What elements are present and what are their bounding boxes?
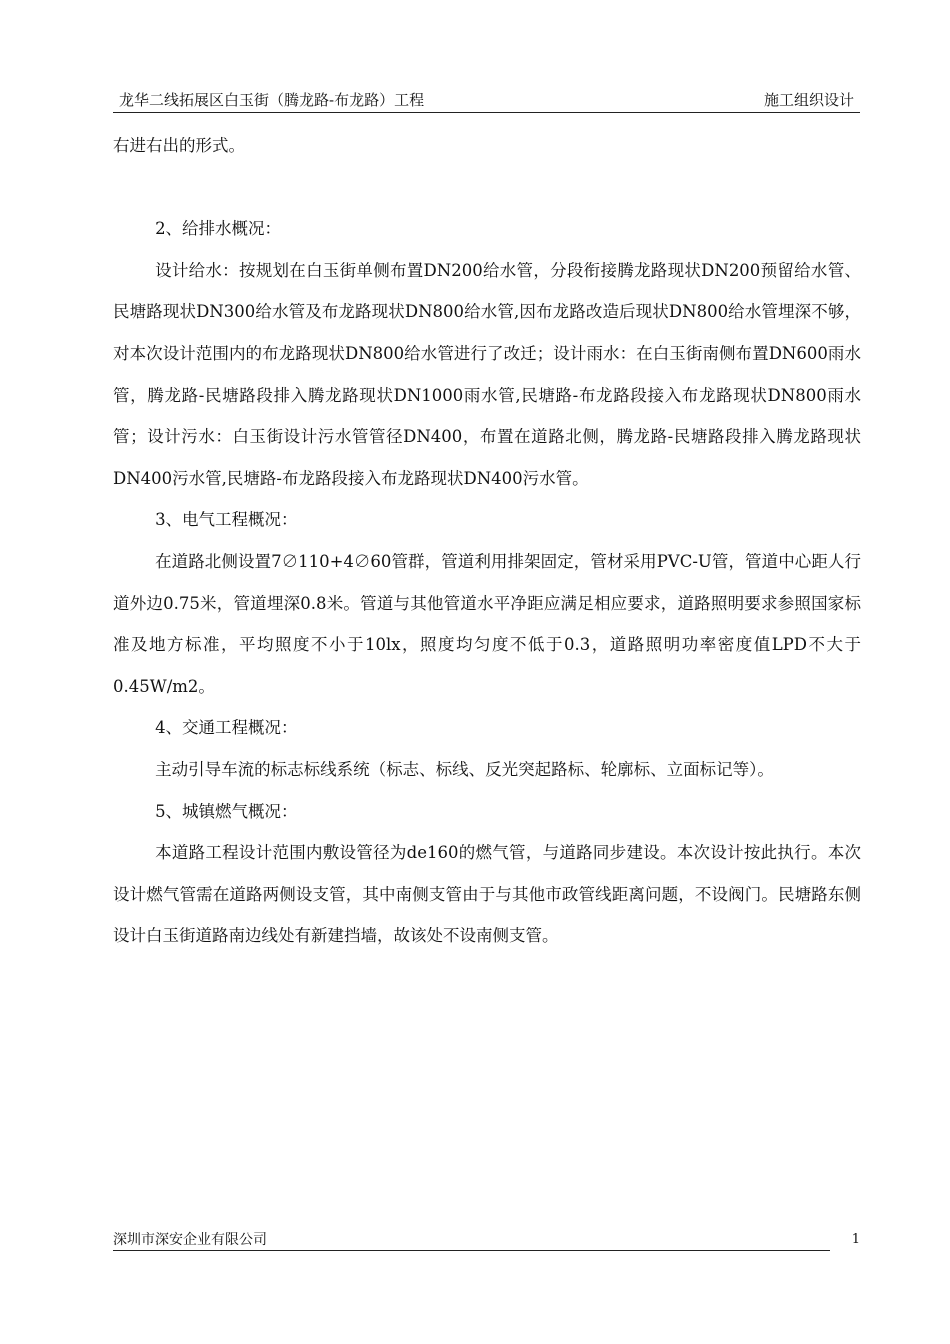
paragraph-continuation: 右进右出的形式。 [113, 136, 245, 155]
header-document-type: 施工组织设计 [763, 91, 854, 109]
section-heading-water-supply-drainage: 2、给排水概况： [155, 219, 282, 239]
section-heading-gas: 5、城镇燃气概况： [155, 801, 298, 821]
document-body [113, 125, 861, 957]
footer-page-number: 1 [851, 1232, 860, 1247]
paragraph-gas: 本道路工程设计范围内敷设管径为de160的燃气管，与道路同步建设。本次设计按此执行。本次设计燃气管需在道路两侧设支管，其中南侧支管由于与其他市政管线距离问题，不设阀门。民塘路东侧设计白玉街道路南边线处有新建挡墙，故该处不设南侧支管。 [113, 843, 861, 946]
footer-company-name: 深圳市深安企业有限公司 [113, 1231, 830, 1251]
section-heading-electrical: 3、电气工程概况： [155, 510, 298, 530]
paragraph-traffic: 主动引导车流的标志标线系统（标志、标线、反光突起路标、轮廓标、立面标记等）。 [155, 759, 774, 779]
section-heading-traffic: 4、交通工程概况： [155, 718, 298, 738]
page-footer [113, 1231, 860, 1252]
paragraph-spacer [113, 167, 861, 209]
header-project-title: 龙华二线拓展区白玉街（腾龙路-布龙路）工程 [119, 91, 425, 109]
paragraph-electrical: 在道路北侧设置7∅110+4∅60管群，管道利用排架固定，管材采用PVC-U管，管道中心距人行道外边0.75米，管道埋深0.8米。管道与其他管道水平净距应满足相应要求，道路照明要求参照国家标准及地方标准，平均照度不小于10lx，照度均匀度不低于0.3，道路照明功率密度值LPD不大于0.45W/m2。 [113, 551, 861, 696]
paragraph-water-supply-drainage: 设计给水：按规划在白玉街单侧布置DN200给水管，分段衔接腾龙路现状DN200预留给水管、民塘路现状DN300给水管及布龙路现状DN800给水管,因布龙路改造后现状DN800给水管埋深不够，对本次设计范围内的布龙路现状DN800给水管进行了改迁；设计雨水：在白玉街南侧布置DN600雨水管，腾龙路-民塘路段排入腾龙路现状DN1000雨水管,民塘路-布龙路段接入布龙路现状DN800雨水管；设计污水：白玉街设计污水管管径DN400，布置在道路北侧，腾龙路-民塘路段排入腾龙路现状DN400污水管,民塘路-布龙路段接入布龙路现状DN400污水管。 [113, 260, 861, 488]
page-header [113, 90, 860, 113]
